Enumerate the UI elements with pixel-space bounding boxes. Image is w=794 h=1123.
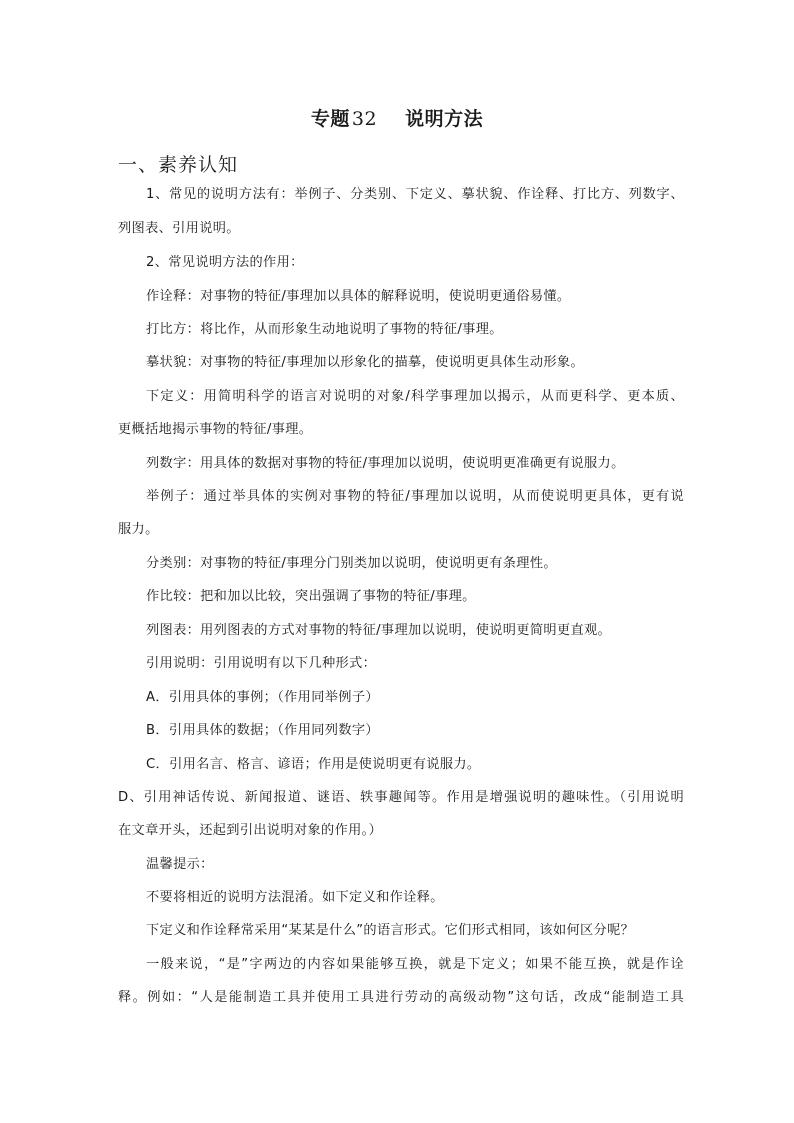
paragraph-line: 在文章开头，还起到引出说明对象的作用。） bbox=[118, 823, 383, 838]
paragraph-line: 2、常见说明方法的作用： bbox=[146, 255, 304, 270]
paragraph-line: 列图表、引用说明。 bbox=[118, 221, 240, 236]
paragraph-line: 服力。 bbox=[118, 522, 159, 537]
section-heading: 一、素养认知 bbox=[118, 154, 239, 176]
page-title bbox=[0, 104, 794, 131]
paragraph-line: 不要将相近的说明方法混淆。如下定义和作诠释。 bbox=[146, 890, 444, 905]
title-number: 32 bbox=[351, 108, 378, 130]
paragraph-line: 列数字：用具体的数据对事物的特征/事理加以说明，使说明更准确更有说服力。 bbox=[146, 456, 625, 471]
paragraph-line: B．引用具体的数据；（作用同列数字） bbox=[146, 723, 379, 738]
paragraph-line: 作比较：把和加以比较，突出强调了事物的特征/事理。 bbox=[146, 589, 476, 604]
paragraph-line: A．引用具体的事例；（作用同举例子） bbox=[146, 690, 379, 705]
paragraph-line: 一般来说，“是”字两边的内容如果能够互换，就是下定义；如果不能互换，就是作诠 bbox=[146, 957, 684, 972]
paragraph-line: 温馨提示： bbox=[146, 857, 214, 872]
paragraph-line: 作诠释：对事物的特征/事理加以具体的解释说明，使说明更通俗易懂。 bbox=[146, 289, 571, 304]
paragraph-line: 1、常见的说明方法有：举例子、分类别、下定义、摹状貌、作诠释、打比方、列数字、 bbox=[146, 187, 684, 202]
paragraph-line: D、引用神话传说、新闻报道、谜语、轶事趣闻等。作用是增强说明的趣味性。（引用说明 bbox=[118, 790, 684, 805]
title-name: 说明方法 bbox=[405, 108, 484, 130]
title-prefix: 专题 bbox=[310, 108, 350, 130]
paragraph-line: 下定义和作诠释常采用“某某是什么”的语言形式。它们形式相同，该如何区分呢？ bbox=[146, 923, 635, 938]
paragraph-line: 打比方：将比作，从而形象生动地说明了事物的特征/事理。 bbox=[146, 322, 503, 337]
paragraph-line: 引用说明：引用说明有以下几种形式： bbox=[146, 656, 377, 671]
paragraph-line: 更概括地揭示事物的特征/事理。 bbox=[118, 422, 313, 437]
paragraph-line: 举例子：通过举具体的实例对事物的特征/事理加以说明，从而使说明更具体，更有说 bbox=[146, 489, 684, 504]
paragraph-line: 释。例如：“人是能制造工具并使用工具进行劳动的高级动物”这句话，改成“能制造工具 bbox=[118, 990, 684, 1005]
paragraph-line: 分类别：对事物的特征/事理分门别类加以说明，使说明更有条理性。 bbox=[146, 556, 557, 571]
paragraph-line: 下定义：用简明科学的语言对说明的对象/科学事理加以揭示，从而更科学、更本质、 bbox=[146, 389, 684, 404]
paragraph-line: 列图表：用列图表的方式对事物的特征/事理加以说明，使说明更简明更直观。 bbox=[146, 623, 612, 638]
paragraph-line: 摹状貌：对事物的特征/事理加以形象化的描摹，使说明更具体生动形象。 bbox=[146, 355, 584, 370]
paragraph-line: C．引用名言、格言、谚语；作用是使说明更有说服力。 bbox=[146, 757, 481, 772]
